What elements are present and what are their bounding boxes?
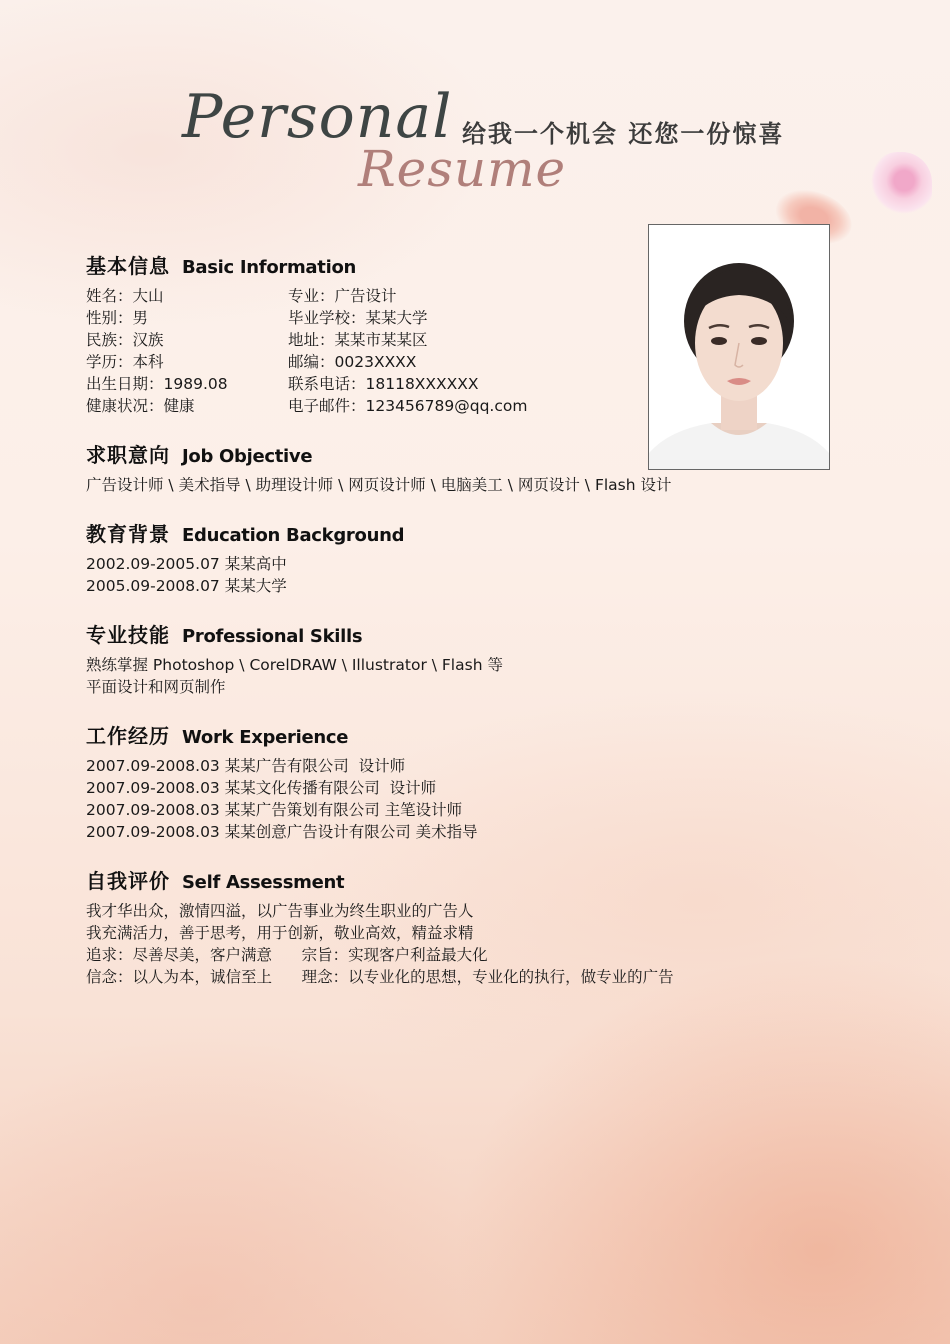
- work-item: 2007.09-2008.03 某某广告有限公司 设计师: [86, 757, 406, 775]
- education-item: 2002.09-2005.07 某某高中: [86, 555, 287, 573]
- info-address: 地址：某某市某某区: [288, 331, 428, 349]
- section-job-objective: [86, 444, 806, 496]
- info-birthdate: 出生日期：1989.08: [86, 375, 228, 393]
- self-assessment-line: 追求：尽善尽美，客户满意 宗旨：实现客户利益最大化: [86, 946, 488, 964]
- section-title-en: Education Background: [182, 525, 405, 546]
- slogan: 给我一个机会 还您一份惊喜: [462, 119, 785, 148]
- resume-content: [86, 255, 806, 1015]
- basic-left-column: [86, 285, 288, 417]
- info-phone: 联系电话：18118XXXXXX: [288, 375, 479, 393]
- job-objective-text: 广告设计师 \ 美术指导 \ 助理设计师 \ 网页设计师 \ 电脑美工 \ 网页设计 \ Flash 设计: [86, 476, 672, 494]
- info-gender: 性别：男: [86, 309, 149, 327]
- section-title-cn: 求职意向: [86, 443, 170, 467]
- section-self-assessment: [86, 870, 806, 988]
- section-title-en: Job Objective: [182, 446, 313, 467]
- section-title-cn: 自我评价: [86, 869, 170, 893]
- info-school: 毕业学校：某某大学: [288, 309, 428, 327]
- education-item: 2005.09-2008.07 某某大学: [86, 577, 287, 595]
- title-personal: Personal: [182, 82, 453, 152]
- section-title-en: Work Experience: [182, 727, 349, 748]
- info-health: 健康状况：健康: [86, 397, 195, 415]
- section-title-en: Basic Information: [182, 257, 357, 278]
- info-degree: 学历：本科: [86, 353, 164, 371]
- info-name: 姓名：大山: [86, 287, 164, 305]
- section-title-cn: 专业技能: [86, 623, 170, 647]
- info-ethnicity: 民族：汉族: [86, 331, 164, 349]
- section-title-cn: 工作经历: [86, 724, 170, 748]
- self-assessment-line: 我才华出众，激情四溢，以广告事业为终生职业的广告人: [86, 902, 474, 920]
- flower-petal-decoration: [870, 152, 932, 216]
- section-work-experience: [86, 725, 806, 843]
- work-item: 2007.09-2008.03 某某广告策划有限公司 主笔设计师: [86, 801, 463, 819]
- skills-text: 熟练掌握 Photoshop \ CorelDRAW \ Illustrator \ Flash 等: [86, 656, 503, 674]
- section-skills: [86, 624, 806, 698]
- section-title-en: Self Assessment: [182, 872, 345, 893]
- basic-right-column: [288, 285, 626, 417]
- section-basic-info: [86, 255, 806, 417]
- section-title-cn: 基本信息: [86, 254, 170, 278]
- work-item: 2007.09-2008.03 某某创意广告设计有限公司 美术指导: [86, 823, 478, 841]
- info-postcode: 邮编：0023XXXX: [288, 353, 417, 371]
- section-title-cn: 教育背景: [86, 522, 170, 546]
- work-item: 2007.09-2008.03 某某文化传播有限公司 设计师: [86, 779, 437, 797]
- section-title-en: Professional Skills: [182, 626, 363, 647]
- section-education: [86, 523, 806, 597]
- info-major: 专业：广告设计: [288, 287, 397, 305]
- self-assessment-line: 我充满活力，善于思考，用于创新，敬业高效，精益求精: [86, 924, 474, 942]
- skills-text: 平面设计和网页制作: [86, 678, 226, 696]
- info-email: 电子邮件：123456789@qq.com: [288, 397, 528, 415]
- self-assessment-line: 信念：以人为本，诚信至上 理念：以专业化的思想，专业化的执行，做专业的广告: [86, 968, 674, 986]
- title-resume: Resume: [358, 140, 567, 198]
